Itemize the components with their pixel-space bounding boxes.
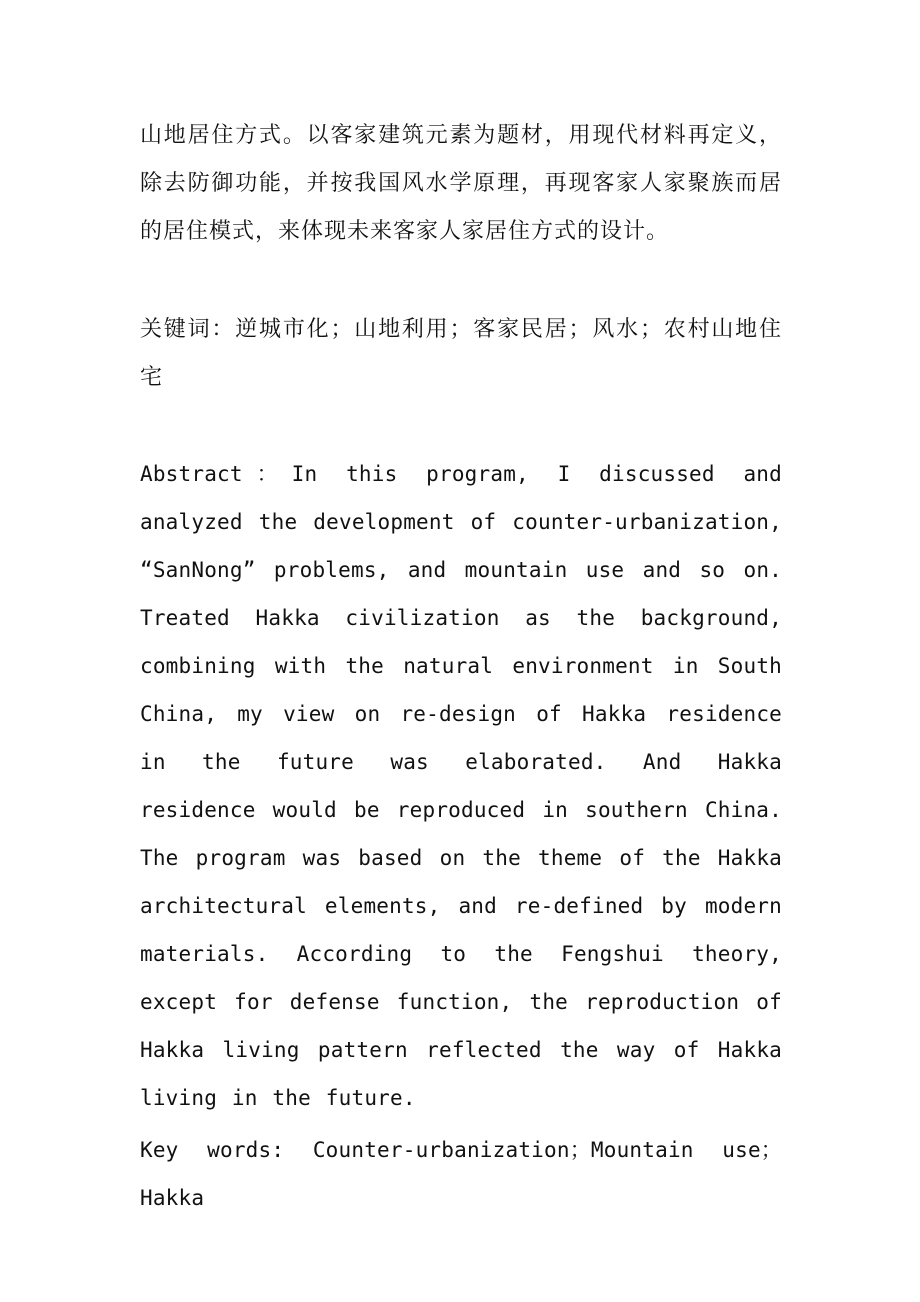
english-keywords: Key words: Counter-urbanization；Mountain use；Hakka	[140, 1138, 782, 1210]
chinese-abstract-continuation: 山地居住方式。以客家建筑元素为题材，用现代材料再定义，除去防御功能，并按我国风水学原理，再现客家人家聚族而居的居住模式，来体现未来客家人家居住方式的设计。	[140, 123, 782, 244]
english-abstract: Abstract：In this program, I discussed and analyzed the development of counter-urbanization, “SanNong” problems, and mountain use and so on. Treated Hakka civilization as the background, combining with the natural environment in South China, my view on re-design of Hakka residence in the future was elaborated. And Hakka residence would be reproduced in southern China. The program was based on the theme of the Hakka architectural elements, and re-defined by modern materials. According to the Fengshui theory, except for defense function, the reproduction of Hakka living pattern reflected the way of Hakka living in the future.	[140, 462, 782, 1110]
chinese-keywords: 关键词：逆城市化；山地利用；客家民居；风水；农村山地住宅	[140, 317, 782, 390]
